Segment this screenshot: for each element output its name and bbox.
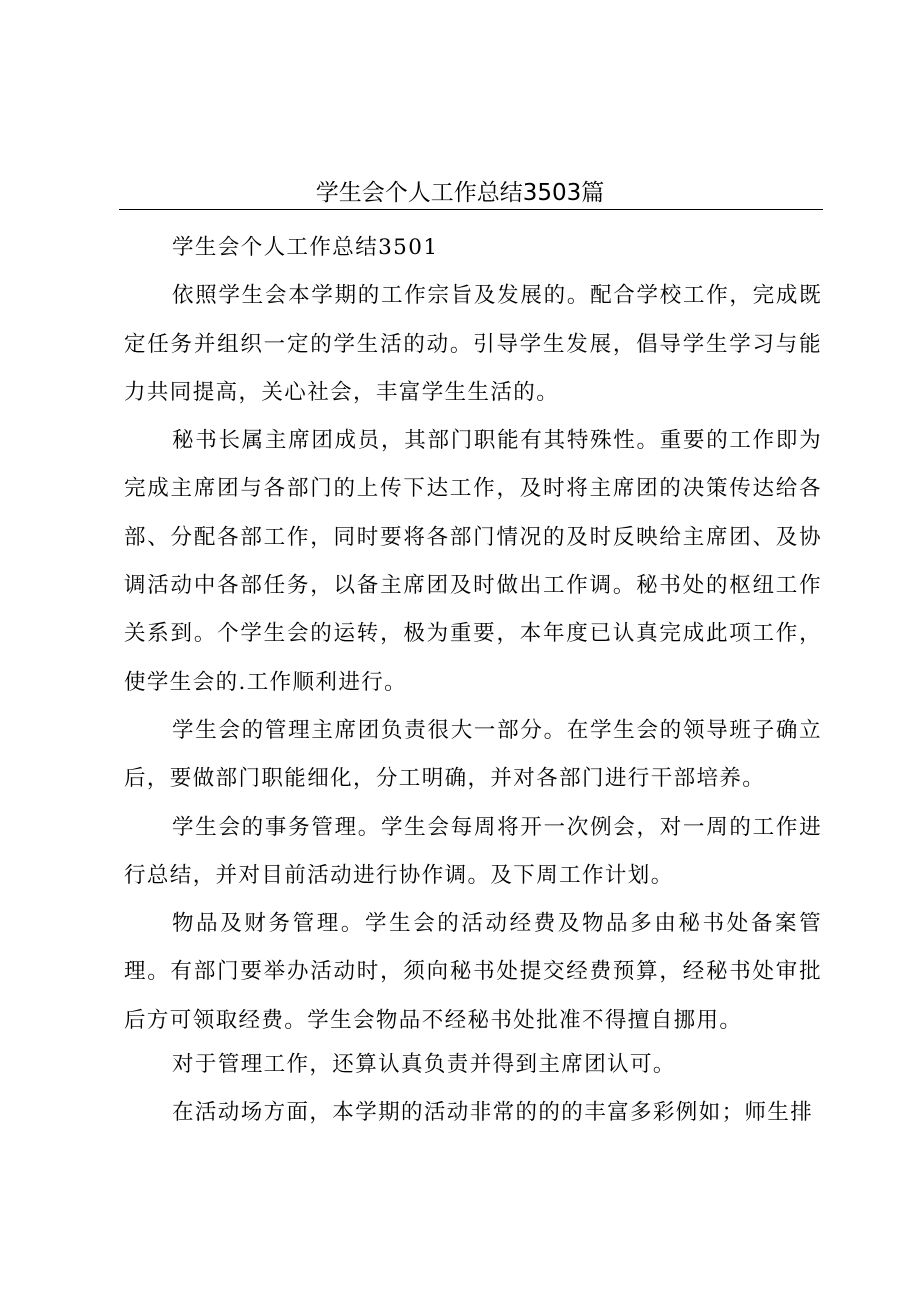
subtitle-paragraph: 学生会个人工作总结3501	[172, 235, 439, 260]
document-title: 学生会个人工作总结3503篇	[315, 180, 605, 206]
body-paragraph: 学生会的管理主席团负责很大一部分。在学生会的领导班子确立后，要做部门职能细化，分工明确，并对各部门进行干部培养。	[124, 717, 822, 792]
body-paragraph: 对于管理工作，还算认真负责并得到主席团认可。	[172, 1052, 676, 1078]
body-paragraph: 物品及财务管理。学生会的活动经费及物品多由秘书处备案管理。有部门要举办活动时，须向秘书处提交经费预算，经秘书处审批后方可领取经费。学生会物品不经秘书处批准不得擅自挪用。	[124, 911, 822, 1033]
body-paragraph: 在活动场方面，本学期的活动非常的的的丰富多彩例如；师生排	[172, 1100, 814, 1126]
body-paragraph: 秘书长属主席团成员，其部门职能有其特殊性。重要的工作即为完成主席团与各部门的上传下达工作，及时将主席团的决策传达给各部、分配各部工作，同时要将各部门情况的及时反映给主席团、及协调活动中各部任务，以备主席团及时做出工作调。秘书处的枢纽工作关系到。个学生会的运转，极为重要，本年度已认真完成此项工作，使学生会的.工作顺利进行。	[124, 428, 822, 695]
body-paragraph: 学生会的事务管理。学生会每周将开一次例会，对一周的工作进行总结，并对目前活动进行协作调。及下周工作计划。	[124, 814, 822, 888]
body-paragraph: 依照学生会本学期的工作宗旨及发展的。配合学校工作，完成既定任务并组织一定的学生活的动。引导学生发展，倡导学生学习与能力共同提高，关心社会，丰富学生生活的。	[124, 283, 822, 405]
document-body	[124, 224, 822, 1138]
title-underline	[119, 209, 823, 210]
